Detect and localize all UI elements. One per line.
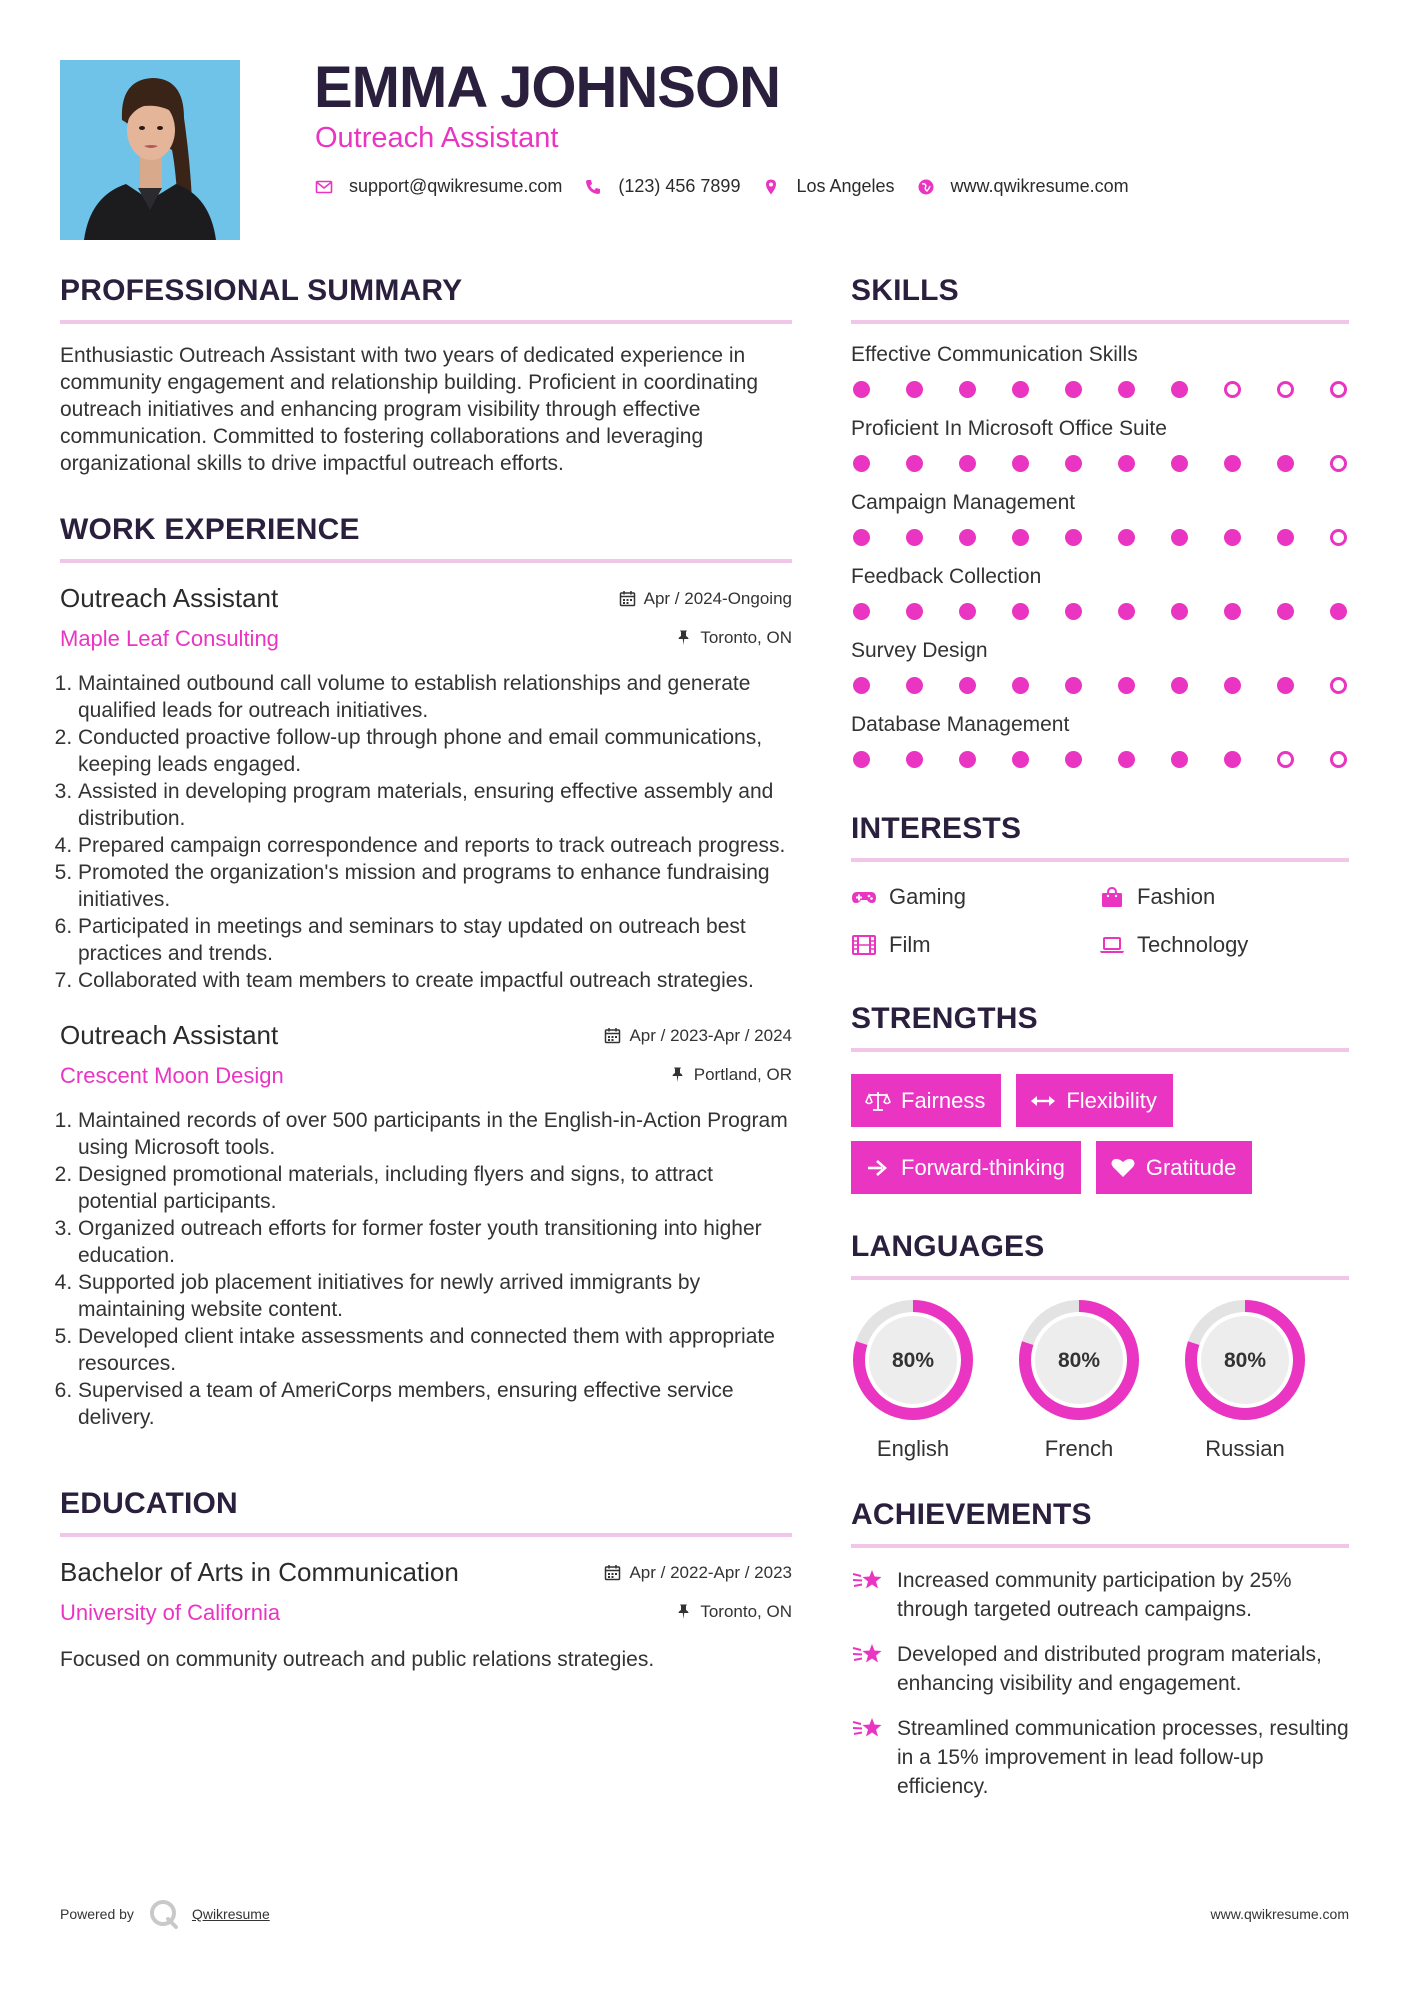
strengths-section [851, 1002, 1349, 1194]
summary-text: Enthusiastic Outreach Assistant with two years of dedicated experience in community engagement and relationship building. Proficient in coordinating outreach initiatives and enhancing program visibility through effective communication. Committed to fostering collaborations and leveraging organizational skills to drive impactful outreach efforts. [60, 344, 759, 475]
rating-dot-filled [853, 603, 870, 620]
qwikresume-logo-icon [148, 1898, 180, 1930]
contact-phone[interactable] [584, 176, 740, 197]
duty-item: 7. Collaborated with team members to create impactful outreach strategies. [78, 967, 792, 994]
duty-item: 3. Assisted in developing program materials, ensuring effective assembly and distribution. [78, 778, 792, 832]
contact-location-text: Los Angeles [796, 176, 895, 196]
rating-dot-filled [906, 381, 923, 398]
rating-dot-filled [853, 751, 870, 768]
education-date-text: Apr / 2022-Apr / 2023 [629, 1562, 792, 1582]
job-title: Outreach Assistant [60, 1020, 279, 1050]
rating-dot-filled [1171, 529, 1188, 546]
rating-dot-filled [1065, 455, 1082, 472]
rating-dot-filled [1224, 677, 1241, 694]
rating-dot-empty [1330, 529, 1347, 546]
skill-rating [851, 529, 1349, 546]
summary-heading: PROFESSIONAL SUMMARY [60, 274, 463, 307]
calendar-icon [604, 1027, 621, 1044]
skill-rating [851, 677, 1349, 694]
skill-item [851, 491, 1349, 546]
language-progress-ring [1017, 1298, 1141, 1422]
languages-section [851, 1230, 1349, 1462]
achievement-text: Streamlined communication processes, resulting in a 15% improvement in lead follow-up efficiency. [897, 1717, 1349, 1798]
skill-name: Effective Communication Skills [851, 343, 1138, 366]
interests-section [851, 812, 1349, 958]
achievements-section [851, 1498, 1349, 1801]
contact-email-text: support@qwikresume.com [349, 176, 563, 196]
interest-item [851, 932, 1099, 958]
rating-dot-filled [853, 455, 870, 472]
rating-dot-filled [906, 677, 923, 694]
duty-item: 4. Supported job placement initiatives for newly arrived immigrants by maintaining website content. [78, 1269, 792, 1323]
pushpin-icon [669, 1066, 686, 1083]
section-divider [60, 320, 792, 324]
skill-name: Survey Design [851, 639, 988, 662]
arrow-right-icon [865, 1157, 891, 1179]
rating-dot-empty [1330, 677, 1347, 694]
rating-dot-filled [1224, 529, 1241, 546]
contact-website[interactable] [917, 176, 1129, 197]
rating-dot-filled [959, 455, 976, 472]
rating-dot-filled [1065, 529, 1082, 546]
duty-item: 5. Developed client intake assessments and connected them with appropriate resources. [78, 1323, 792, 1377]
duty-item: 5. Promoted the organization's mission and programs to enhance fundraising initiatives. [78, 859, 792, 913]
shooting-star-icon [851, 1712, 885, 1744]
map-pin-icon [762, 178, 780, 196]
education-location-text: Toronto, ON [700, 1601, 792, 1621]
candidate-name: EMMA JOHNSON [314, 55, 780, 120]
achievement-item [851, 1566, 1349, 1624]
job-entry [60, 583, 792, 994]
shopping-bag-icon [1099, 886, 1125, 908]
rating-dot-filled [1224, 603, 1241, 620]
language-name: French [1044, 1436, 1114, 1461]
job-location-text: Toronto, ON [700, 627, 792, 647]
interest-label: Film [889, 932, 931, 957]
degree-title: Bachelor of Arts in Communication [60, 1557, 459, 1587]
company-name: Crescent Moon Design [60, 1063, 284, 1088]
language-percent: 80% [1223, 1349, 1267, 1372]
skill-item [851, 639, 1349, 694]
strength-label: Fairness [901, 1087, 986, 1113]
experience-heading: WORK EXPERIENCE [60, 513, 360, 546]
laptop-icon [1099, 934, 1125, 956]
education-entry [60, 1557, 792, 1672]
rating-dot-empty [1224, 381, 1241, 398]
job-date-text: Apr / 2024-Ongoing [643, 588, 792, 608]
skill-item [851, 343, 1349, 398]
rating-dot-empty [1330, 455, 1347, 472]
phone-icon [584, 178, 602, 196]
duty-item: 2. Designed promotional materials, including flyers and signs, to attract potential participants. [78, 1161, 792, 1215]
language-progress-ring [851, 1298, 975, 1422]
profile-photo [60, 60, 240, 240]
interests-heading: INTERESTS [851, 812, 1022, 845]
rating-dot-filled [1224, 455, 1241, 472]
job-location [669, 1065, 792, 1085]
duty-item: 1. Maintained records of over 500 participants in the English-in-Action Program using Microsoft tools. [78, 1107, 792, 1161]
interest-item [851, 884, 1099, 910]
strength-label: Forward-thinking [901, 1154, 1065, 1180]
rating-dot-filled [1118, 603, 1135, 620]
rating-dot-filled [1277, 529, 1294, 546]
duty-list [60, 670, 792, 994]
language-percent: 80% [891, 1349, 935, 1372]
footer-brand-link[interactable]: Qwikresume [191, 1906, 270, 1922]
footer-powered-by [60, 1898, 270, 1930]
double-arrow-icon [1030, 1090, 1056, 1112]
strengths-heading: STRENGTHS [851, 1002, 1038, 1035]
rating-dot-filled [906, 603, 923, 620]
gamepad-icon [851, 886, 877, 908]
skill-name: Feedback Collection [851, 565, 1042, 588]
achievement-text: Increased community participation by 25% through targeted outreach campaigns. [897, 1569, 1292, 1621]
summary-section [60, 274, 792, 477]
film-icon [851, 934, 877, 956]
rating-dot-filled [906, 751, 923, 768]
experience-section [60, 513, 792, 1431]
rating-dot-filled [1277, 455, 1294, 472]
section-divider [851, 320, 1349, 324]
education-location [675, 1602, 792, 1622]
shooting-star-icon [851, 1638, 885, 1670]
language-item [1017, 1298, 1141, 1462]
rating-dot-filled [1012, 455, 1029, 472]
scale-icon [865, 1090, 891, 1112]
job-date-text: Apr / 2023-Apr / 2024 [629, 1025, 792, 1045]
rating-dot-filled [1118, 751, 1135, 768]
language-name: Russian [1205, 1436, 1285, 1461]
education-description: Focused on community outreach and public relations strategies. [60, 1648, 655, 1671]
section-divider [851, 858, 1349, 862]
rating-dot-filled [1171, 603, 1188, 620]
rating-dot-filled [1012, 751, 1029, 768]
interest-label: Technology [1137, 932, 1249, 957]
language-name: English [876, 1436, 950, 1461]
achievement-item [851, 1640, 1349, 1698]
rating-dot-empty [1330, 381, 1347, 398]
rating-dot-filled [959, 603, 976, 620]
rating-dot-filled [1012, 529, 1029, 546]
skill-name: Database Management [851, 713, 1070, 736]
rating-dot-filled [853, 677, 870, 694]
shooting-star-icon [851, 1564, 885, 1596]
rating-dot-filled [1065, 677, 1082, 694]
achievement-text: Developed and distributed program materials, enhancing visibility and engagement. [897, 1643, 1322, 1695]
interests-grid [851, 884, 1349, 958]
rating-dot-filled [906, 529, 923, 546]
rating-dot-filled [959, 751, 976, 768]
duty-item: 4. Prepared campaign correspondence and reports to track outreach progress. [78, 832, 792, 859]
rating-dot-filled [1330, 603, 1347, 620]
language-item [1183, 1298, 1307, 1462]
job-date [604, 1026, 792, 1046]
rating-dot-filled [853, 381, 870, 398]
rating-dot-filled [1065, 381, 1082, 398]
footer-website[interactable]: www.qwikresume.com [1210, 1906, 1349, 1922]
rating-dot-filled [1012, 381, 1029, 398]
rating-dot-filled [1012, 677, 1029, 694]
job-location-text: Portland, OR [693, 1064, 792, 1084]
calendar-icon [604, 1564, 621, 1581]
interest-item [1099, 932, 1347, 958]
education-section [60, 1487, 792, 1672]
rating-dot-filled [906, 455, 923, 472]
rating-dot-empty [1277, 381, 1294, 398]
rating-dot-filled [1065, 603, 1082, 620]
contact-location [762, 176, 894, 197]
strength-tag [851, 1074, 1001, 1127]
skill-name: Campaign Management [851, 491, 1076, 514]
rating-dot-filled [1118, 455, 1135, 472]
duty-item: 3. Organized outreach efforts for former foster youth transitioning into higher education. [78, 1215, 792, 1269]
rating-dot-filled [1118, 381, 1135, 398]
language-item [851, 1298, 975, 1462]
strength-tag [851, 1141, 1081, 1194]
pushpin-icon [675, 1603, 692, 1620]
skill-rating [851, 381, 1349, 398]
strength-label: Flexibility [1066, 1087, 1157, 1113]
rating-dot-filled [1118, 529, 1135, 546]
rating-dot-filled [1065, 751, 1082, 768]
job-date [619, 589, 792, 609]
interest-label: Fashion [1137, 884, 1216, 909]
strength-tag [1016, 1074, 1172, 1127]
duty-list [60, 1107, 792, 1431]
skill-item [851, 565, 1349, 620]
rating-dot-filled [959, 381, 976, 398]
rating-dot-filled [1224, 751, 1241, 768]
language-percent: 80% [1057, 1349, 1101, 1372]
skill-name: Proficient In Microsoft Office Suite [851, 417, 1167, 440]
job-location [675, 628, 792, 648]
duty-item: 2. Conducted proactive follow-up through phone and email communications, keeping leads engaged. [78, 724, 792, 778]
section-divider [851, 1048, 1349, 1052]
interest-label: Gaming [889, 884, 967, 909]
skill-rating [851, 751, 1349, 768]
skill-item [851, 417, 1349, 472]
duty-item: 1. Maintained outbound call volume to establish relationships and generate qualified leads for outreach initiatives. [78, 670, 792, 724]
rating-dot-filled [1277, 603, 1294, 620]
section-divider [60, 1533, 792, 1537]
candidate-role: Outreach Assistant [315, 122, 559, 154]
heart-icon [1110, 1157, 1136, 1179]
job-title: Outreach Assistant [60, 583, 279, 613]
achievement-item [851, 1714, 1349, 1801]
languages-heading: LANGUAGES [851, 1230, 1045, 1263]
rating-dot-filled [1171, 751, 1188, 768]
contact-website-text: www.qwikresume.com [950, 176, 1129, 196]
company-name: Maple Leaf Consulting [60, 626, 279, 651]
powered-by-label: Powered by [60, 1906, 134, 1922]
rating-dot-filled [1171, 677, 1188, 694]
school-name: University of California [60, 1600, 281, 1625]
rating-dot-empty [1330, 751, 1347, 768]
job-entry [60, 1020, 792, 1431]
duty-item: 6. Participated in meetings and seminars to stay updated on outreach best practices and trends. [78, 913, 792, 967]
language-list [851, 1298, 1349, 1462]
globe-icon [917, 178, 935, 196]
skills-section [851, 274, 1349, 768]
rating-dot-filled [959, 529, 976, 546]
education-date [604, 1563, 792, 1583]
duty-item: 6. Supervised a team of AmeriCorps members, ensuring effective service delivery. [78, 1377, 792, 1431]
interest-item [1099, 884, 1347, 910]
language-progress-ring [1183, 1298, 1307, 1422]
skill-rating [851, 603, 1349, 620]
strength-tag [1096, 1141, 1253, 1194]
contact-email[interactable] [315, 176, 562, 197]
section-divider [60, 559, 792, 563]
strength-tags [851, 1074, 1349, 1194]
skill-item [851, 713, 1349, 768]
rating-dot-filled [1171, 455, 1188, 472]
section-divider [851, 1544, 1349, 1548]
skills-list [851, 343, 1349, 768]
skills-heading: SKILLS [851, 274, 959, 307]
education-heading: EDUCATION [60, 1487, 238, 1520]
achievements-heading: ACHIEVEMENTS [851, 1498, 1092, 1531]
skill-rating [851, 455, 1349, 472]
pushpin-icon [675, 629, 692, 646]
calendar-icon [619, 590, 636, 607]
envelope-icon [315, 178, 333, 196]
rating-dot-filled [1012, 603, 1029, 620]
rating-dot-filled [1171, 381, 1188, 398]
rating-dot-empty [1277, 751, 1294, 768]
strength-label: Gratitude [1145, 1154, 1237, 1180]
section-divider [851, 1276, 1349, 1280]
left-column [60, 274, 792, 1672]
rating-dot-filled [1277, 677, 1294, 694]
contact-phone-text: (123) 456 7899 [618, 176, 741, 196]
rating-dot-filled [959, 677, 976, 694]
rating-dot-filled [853, 529, 870, 546]
rating-dot-filled [1118, 677, 1135, 694]
right-column [851, 274, 1349, 1801]
contact-bar [315, 176, 1151, 197]
